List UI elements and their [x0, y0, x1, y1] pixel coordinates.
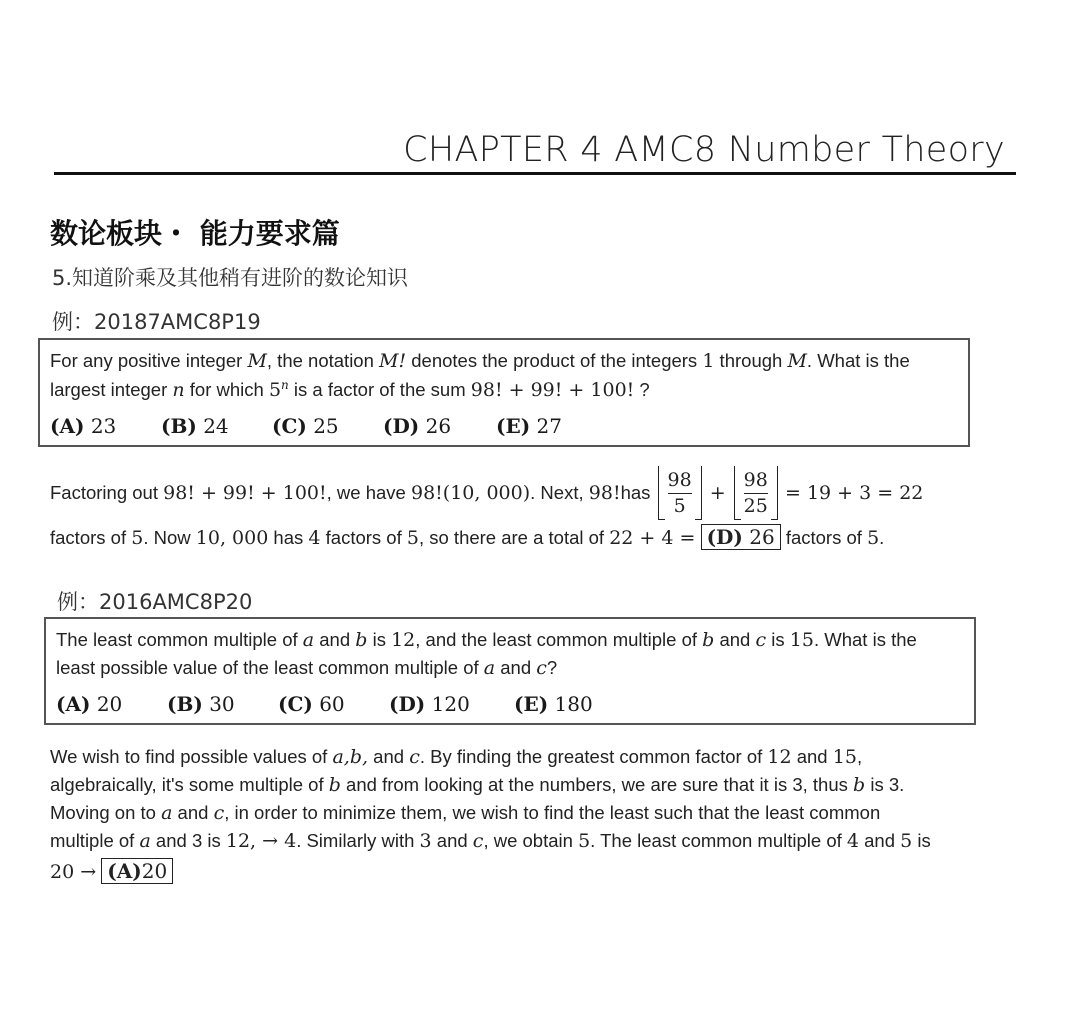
header-rule [54, 172, 1016, 175]
answer-option: (E) 180 [514, 692, 593, 716]
answer-option: (E) 27 [496, 414, 562, 438]
problem-2-line-1: The least common multiple of a and b is 12, and the least common multiple of b and c is 15. What is the [56, 629, 917, 651]
boxed-answer: (A)20 [101, 858, 173, 884]
solution-1-line-1: Factoring out 98! + 99! + 100! , we have 98!(10, 000) . Next, 98! has $\frac{98}{5}$ + $\frac{98}{25}$ = 19 + 3 = 22 [50, 462, 923, 524]
example-1-label: 例：20187AMC8P19 [52, 310, 261, 334]
floor-fraction: $\frac{98}{25}$ [734, 468, 778, 518]
answer-option: (A) 20 [56, 692, 123, 716]
answer-option: (B) 30 [167, 692, 235, 716]
example-2-problem-box [44, 617, 976, 725]
chapter-title: CHAPTER 4 AMC8 Number Theory [403, 130, 1005, 170]
problem-1-line-1: For any positive integer M, the notation M! denotes the product of the integers 1 through M. What is the [50, 350, 910, 372]
solution-1-line-2: factors of 5. Now 10, 000 has 4 factors of 5, so there are a total of 22 + 4 = (D) 26 factors of 5. [50, 525, 885, 549]
solution-2-line-3: Moving on to a and c, in order to minimize them, we wish to find the least such that the least common [50, 802, 881, 824]
example-1-problem-box [38, 338, 970, 447]
answer-option: (D) 26 [383, 414, 452, 438]
answer-option: (C) 60 [278, 692, 345, 716]
problem-2-line-2: least possible value of the least common multiple of a and c? [56, 657, 558, 679]
section-subheading: 5.知道阶乘及其他稍有进阶的数论知识 [52, 266, 409, 290]
solution-2-line-1: We wish to find possible values of a,b, and c. By finding the greatest common factor of 12 and 15, [50, 746, 863, 768]
problem-1-line-2: largest integer n for which 5$^n$ is a factor of the sum 98! + 99! + 100! ? [50, 378, 650, 402]
section-heading: 数论板块・ 能力要求篇 [50, 217, 340, 250]
answer-option: (A) 23 [50, 414, 117, 438]
solution-2-line-4: multiple of a and 3 is 12, → 4. Similarly with 3 and c, we obtain 5. The least common multiple of 4 and 5 is [50, 830, 931, 852]
floor-fraction: $\frac{98}{5}$ [658, 468, 702, 518]
answer-option: (B) 24 [161, 414, 229, 438]
solution-2-line-2: algebraically, it's some multiple of b and from looking at the numbers, we are sure that it is 3, thus b is 3. [50, 774, 905, 796]
boxed-answer: (D) 26 [701, 524, 781, 550]
solution-2-line-5: 20 → (A)20 [50, 858, 173, 884]
answer-option: (D) 120 [389, 692, 470, 716]
answer-option: (C) 25 [272, 414, 339, 438]
example-2-label: 例：2016AMC8P20 [57, 590, 253, 614]
